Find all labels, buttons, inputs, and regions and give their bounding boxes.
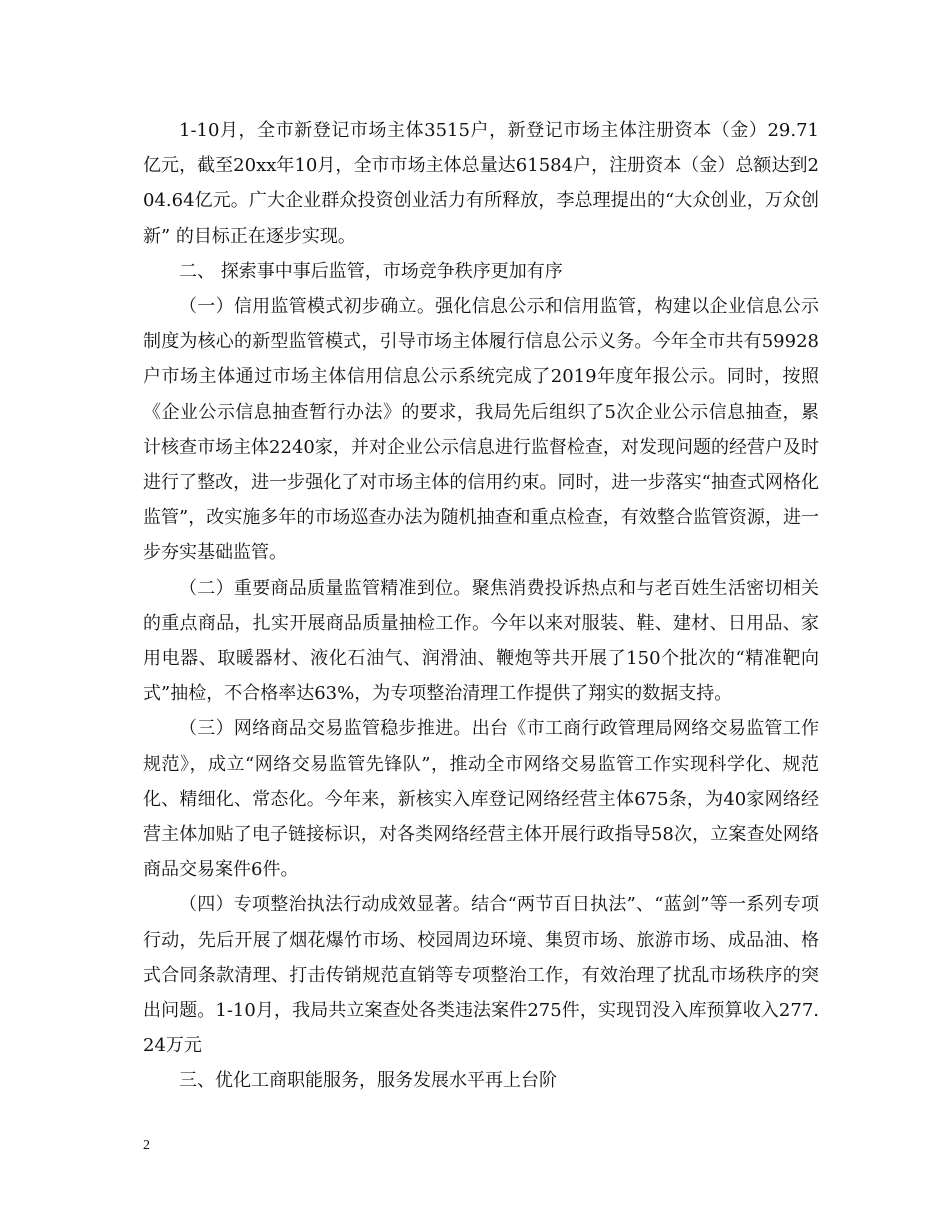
paragraph-registration-stats: 1-10月，全市新登记市场主体3515户，新登记市场主体注册资本（金）29.71亿元，截至20xx年10月，全市市场主体总量达61584户，注册资本（金）总额达到204.64亿元。广大企业群众投资创业活力有所释放，李总理提出的“大众创业，万众创新” 的目标正在逐步实现。 bbox=[143, 120, 819, 247]
paragraph-special-enforcement: （四）专项整治执法行动成效显著。结合“两节百日执法”、“蓝剑”等一系列专项行动，先后开展了烟花爆竹市场、校园周边环境、集贸市场、旅游市场、成品油、格式合同条款清理、打击传销规范直销等专项整治工作，有效治理了扰乱市场秩序的突出问题。1-10月，我局共立案查处各类违法案件275件，实现罚没入库预算收入277.24万元 bbox=[143, 894, 819, 1057]
section-heading-three: 三、优化工商职能服务，服务发展水平再上台阶 bbox=[179, 1070, 557, 1092]
paragraph-quality-supervision: （二）重要商品质量监管精准到位。聚焦消费投诉热点和与老百姓生活密切相关的重点商品，扎实开展商品质量抽检工作。今年以来对服装、鞋、建材、日用品、家用电器、取暖器材、液化石油气、润滑油、鞭炮等共开展了150个批次的“精准靶向式”抽检，不合格率达63%，为专项整治清理工作提供了翔实的数据支持。 bbox=[143, 577, 819, 705]
section-heading-two: 二、 探索事中事后监管，市场竞争秩序更加有序 bbox=[179, 260, 563, 282]
page-number: 2 bbox=[143, 1138, 150, 1153]
paragraph-credit-supervision: （一）信用监管模式初步确立。强化信息公示和信用监管，构建以企业信息公示制度为核心的新型监管模式，引导市场主体履行信息公示义务。今年全市共有59928户市场主体通过市场主体信用信息公示系统完成了2019年度年报公示。同时，按照《企业公示信息抽查暂行办法》的要求，我局先后组织了5次企业公示信息抽查，累计核查市场主体2240家，并对企业公示信息进行监督检查，对发现问题的经营户及时进行了整改，进一步强化了对市场主体的信用约束。同时，进一步落实“抽查式网格化监管”，改实施多年的市场巡查办法为随机抽查和重点检查，有效整合监管资源，进一步夯实基础监管。 bbox=[143, 296, 819, 564]
paragraph-online-trade-supervision: （三）网络商品交易监管稳步推进。出台《市工商行政管理局网络交易监管工作规范》，成立“网络交易监管先锋队”，推动全市网络交易监管工作实现科学化、规范化、精细化、常态化。今年来，新核实入库登记网络经营主体675条，为40家网络经营主体加贴了电子链接标识，对各类网络经营主体开展行政指导58次，立案查处网络商品交易案件6件。 bbox=[143, 718, 819, 881]
document-body bbox=[143, 113, 819, 1099]
